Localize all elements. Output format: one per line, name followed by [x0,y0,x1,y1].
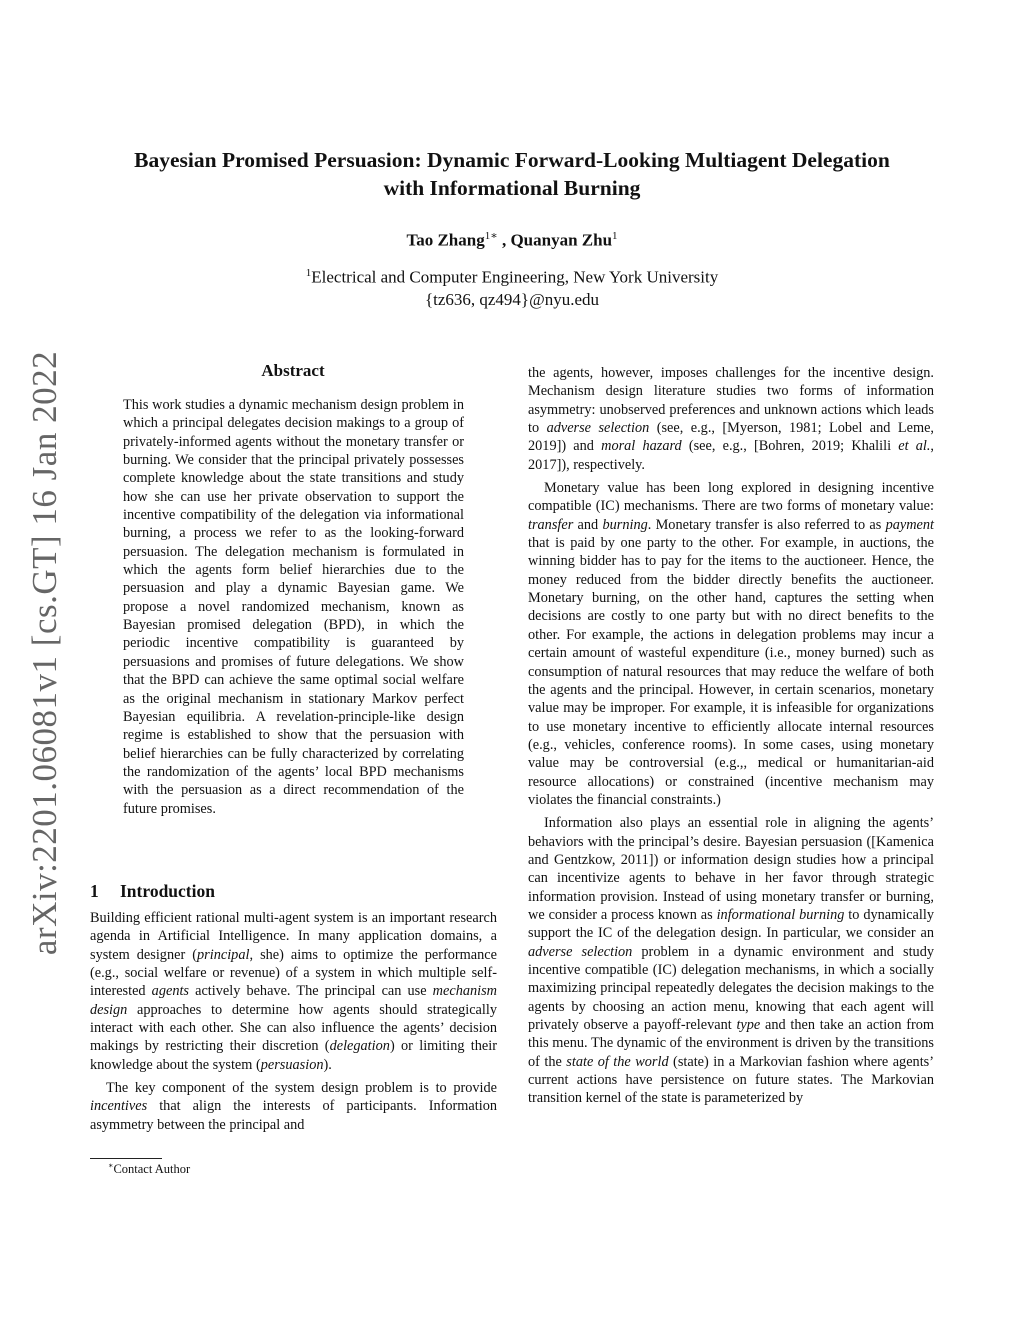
footnote-rule [90,1158,162,1159]
footnote-text: Contact Author [113,1162,191,1177]
paragraph: the agents, however, imposes challenges for the incentive design. Mechanism design literature studies two forms of information asymmetry: unobserved preferences and unknown actions which leads to adverse selection (see, e.g., [Myerson, 1981; Lobel and Leme, 2019]) and moral hazard (see, e.g., [Bohren, 2019; Khalili et al., 2017]), respectively. [528,365,934,473]
author-list [60,229,964,251]
paragraph: Monetary value has been long explored in designing incentive compatible (IC) mechanisms. There are two forms of monetary value: transfer and burning. Monetary transfer is also referred to as payment that is paid by one party to the other. For example, in auctions, the winning bidder has to pay for the items to the auctioneer. Hence, the money reduced from the bidder directly benefits the auctioneer. Monetary burning, on the other hand, captures the setting when decisions are costly to one party but with no direct benefits to the other. For example, the actions in delegation problems may incur a certain amount of wasteful expenditure (i.e., money burned) such as consumption of natural resources that may reduce the welfare of both the agents and the principal. However, in certain scenarios, monetary value may be improper. For example, it is infeasible for organizations to use monetary incentive to efficiently allocate internal resources (e.g., vehicles, conference rooms). In some cases, using monetary value may be controversial (e.g.,, medical or humanitarian-aid resource allocations) or constrained (incentive mechanism may violates the financial constraints.) [528,480,934,808]
footnote [108,1161,190,1177]
section-number: 1 [90,881,99,901]
paragraph: Information also plays an essential role in aligning the agents’ behaviors with the principal’s desire. Bayesian persuasion ([Kamenica and Gentzkow, 2011]) or information design studies how a principal can incentivize agents to behave in her favor through strategic information provision. Instead of using monetary transfer or burning, we consider a process known as informational burning to dynamically support the IC of the delegation design. In particular, we consider an adverse selection problem in a dynamic environment and study incentive compatible (IC) delegation mechanisms, in which a socially maximizing principal repeatedly delegates the decision makings to the agents by choosing an action menu, knowing that each agent will privately observe a payoff-relevant type and then take an action from this menu. The dynamic of the environment is driven by the transitions of the state of the world (state) in a Markovian fashion where agents’ current actions have persistence on future states. The Markovian transition kernel of the state is parameterized by [528,815,935,1107]
title-line-2: with Informational Burning [383,176,641,200]
abstract-body [123,396,464,818]
arxiv-identifier: arXiv:2201.06081v1 [cs.GT] 16 Jan 2022 [25,350,64,955]
affiliation-mark: 1 [305,267,312,279]
footnote-mark: ∗ [108,1161,114,1170]
section-title: Introduction [120,881,215,901]
paragraph: Building efficient rational multi-agent system is an important research agenda in Artificial Intelligence. In many application domains, a system designer (principal, she) aims to optimize the performance (e.g., social welfare or revenue) of a system in which multiple self-interested agents actively behave. The principal can use mechanism design approaches to determine how agents should strategically interact with each other. She can also influence the agents’ decision makings by restricting their discretion (delegation) or limiting their knowledge about the system (persuasion). [90,910,497,1073]
author-affiliation-mark: 1 [612,230,618,242]
introduction-body [90,909,497,1134]
title-line-1: Bayesian Promised Persuasion: Dynamic Forward-Looking Multiagent Delegation [134,148,890,172]
section-heading-introduction [90,881,215,902]
author-name: Quanyan Zhu [510,230,613,250]
affiliation-text: Electrical and Computer Engineering, New York University [311,267,719,287]
author-name: Tao Zhang [406,230,485,250]
author-affiliation-mark: 1∗ [484,230,498,242]
abstract-heading: Abstract [261,361,325,380]
right-column-body [528,364,934,1108]
abstract-text: This work studies a dynamic mechanism design problem in which a principal delegates decision makings to a group of privately-informed agents without the monetary transfer or burning. We consider that the principal privately possesses complete knowledge about the state transitions and study how she can use her private observation to support the incentive compatibility of the delegation via informational burning, a process we refer to as the looking-forward persuasion. The delegation mechanism is formulated in which the agents form belief hierarchies due to the persuasion and play a dynamic Bayesian game. We propose a novel randomized mechanism, known as Bayesian promised delegation (BPD), in which the periodic incentive compatibility is guaranteed by persuasions and promises of future delegations. We show that the BPD can achieve the same optimal social welfare as the original mechanism in stationary Markov perfect Bayesian equilibria. A revelation-principle-like design regime is established to show that the persuasion with belief hierarchies can be fully characterized by correlating the randomization of the agents’ local BPD mechanisms with the persuasion as a direct recommendation of the future promises. [123,397,464,817]
author-emails: {tz636, qz494}@nyu.edu [424,290,600,309]
paragraph: The key component of the system design problem is to provide incentives that align the interests of participants. Information asymmetry between the principal and [90,1080,497,1133]
arxiv-stamp [18,350,72,955]
author-separator: , [497,230,511,250]
paper-title [60,146,964,202]
